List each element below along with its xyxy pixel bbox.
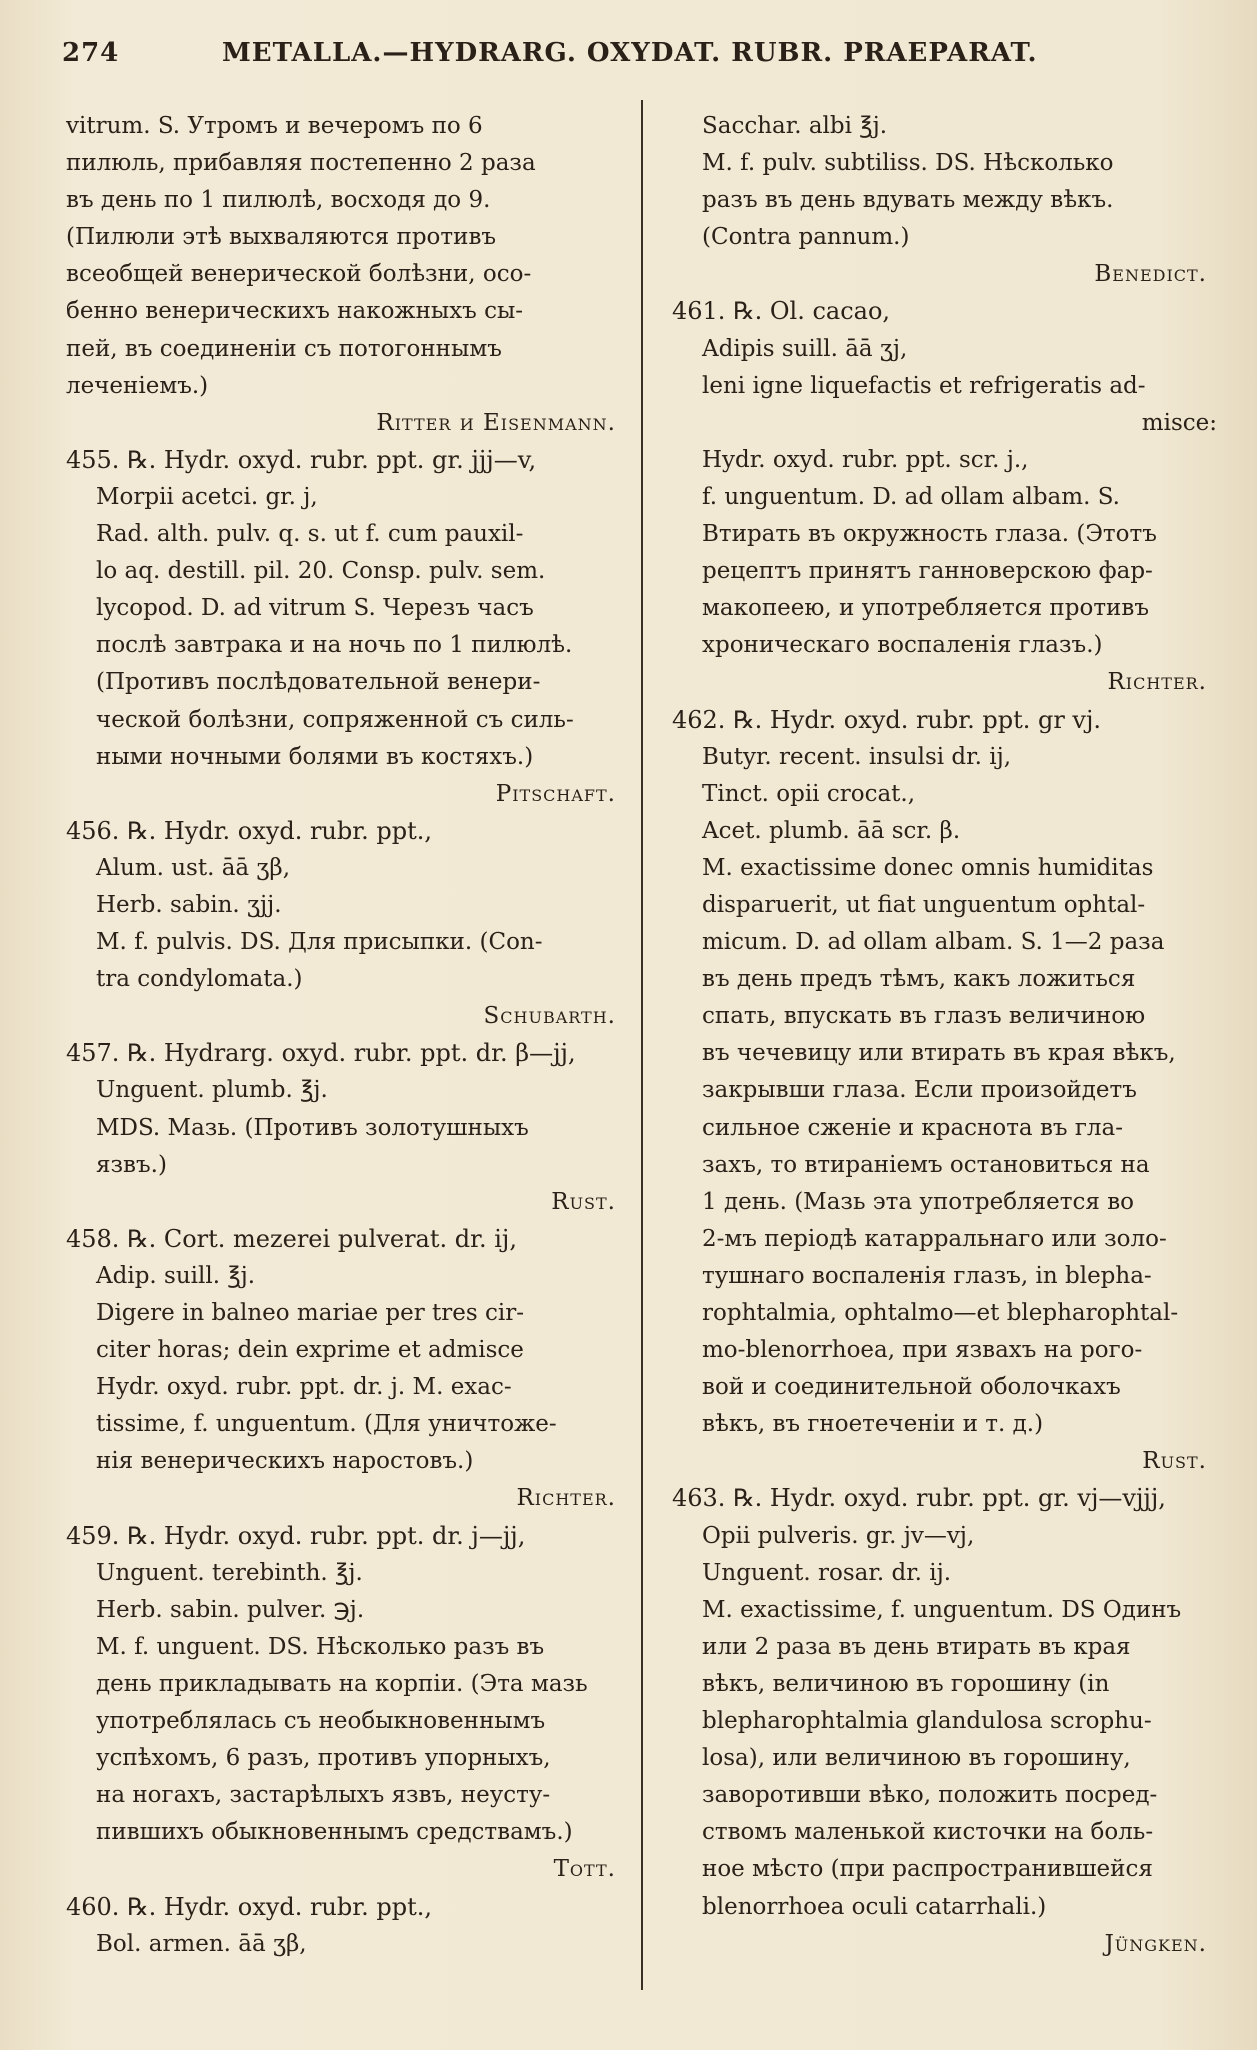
recipe-heading-line: 460. ℞. Hydr. oxyd. rubr. ppt., [66, 1892, 432, 1921]
text-line: или 2 раза въ день втирать въ края [702, 1633, 1131, 1660]
text-line: въ день по 1 пилюлѣ, восходя до 9. [66, 187, 491, 214]
text-line: на ногахъ, застарѣлыхъ язвъ, неусту- [96, 1782, 551, 1809]
text-line: пилюль, прибавляя постепенно 2 раза [66, 150, 536, 177]
author-attribution: Schubarth. [483, 1003, 616, 1030]
text-line: M. f. pulv. subtiliss. DS. Нѣсколько [702, 150, 1114, 177]
text-line: rophtalmia, ophtalmo—et blepharophtal- [702, 1300, 1179, 1326]
text-line: vitrum. S. Утромъ и вечеромъ по 6 [66, 113, 483, 139]
text-line: 2-мъ періодѣ катарральнаго или золо- [702, 1225, 1167, 1252]
author-attribution: Richter. [1107, 669, 1207, 696]
text-line: leni igne liquefactis et refrigeratis ad- [702, 372, 1146, 399]
left-column [66, 108, 626, 1963]
text-line: рецептъ принятъ ганноверскою фар- [702, 558, 1153, 585]
column-divider [641, 100, 643, 1990]
text-line: употреблялась съ необыкновеннымъ [96, 1708, 546, 1735]
recipe-heading-line: 456. ℞. Hydr. oxyd. rubr. ppt., [66, 816, 432, 845]
text-line: въ день предъ тѣмъ, какъ ложиться [702, 966, 1136, 993]
text-line: вѣкъ, величиною въ горошину (in [702, 1670, 1110, 1697]
text-line: Tinct. opii crocat., [702, 780, 916, 807]
text-line: ное мѣсто (при распространившейся [702, 1856, 1153, 1883]
recipe-heading-line: 458. ℞. Cort. mezerei pulverat. dr. ij, [66, 1224, 517, 1253]
author-attribution: Richter. [516, 1485, 616, 1512]
text-line: Втирать въ окружность глаза. (Этотъ [702, 521, 1157, 548]
text-line: заворотивши вѣко, положить посред- [702, 1782, 1158, 1809]
text-line: ческой болѣзни, сопряженной съ силь- [96, 706, 574, 733]
text-line: Hydr. oxyd. rubr. ppt. dr. j. M. exac- [96, 1374, 512, 1401]
author-attribution: Rust. [1142, 1448, 1207, 1475]
text-line: Alum. ust. āā ʒβ, [96, 854, 291, 881]
recipe-heading-line: 457. ℞. Hydrarg. oxyd. rubr. ppt. dr. β—jj, [66, 1039, 576, 1068]
text-line: M. f. unguent. DS. Нѣсколько разъ въ [96, 1633, 545, 1660]
text-line: тушнаго воспаленія глазъ, in blepha- [702, 1262, 1152, 1289]
text-line: lo aq. destill. pil. 20. Consp. pulv. sem. [96, 558, 546, 585]
author-attribution: Ritter и Eisenmann. [376, 409, 616, 436]
text-line: пившихъ обыкновеннымъ средствамъ.) [96, 1819, 573, 1846]
text-line: Unguent. terebinth. ℥j. [96, 1559, 363, 1586]
right-column [672, 108, 1217, 1963]
text-line: losa), или величиною въ горошину, [702, 1745, 1131, 1772]
text-line: blenorrhoea oculi catarrhali.) [702, 1893, 1047, 1920]
text-line: disparuerit, ut fiat unguentum ophtal- [702, 891, 1146, 918]
text-line: (Пилюли этѣ выхваляются противъ [66, 224, 497, 251]
page-header-title: METALLA.—HYDRARG. OXYDAT. RUBR. PRAEPARAT. [222, 38, 1038, 68]
text-line: Adipis suill. āā ʒj, [702, 335, 908, 362]
text-line: пей, въ соединеніи съ потогоннымъ [66, 335, 502, 362]
recipe-heading-line: 463. ℞. Hydr. oxyd. rubr. ppt. gr. vj—vjjj, [672, 1484, 1166, 1513]
text-line: вѣкъ, въ гноетеченіи и т. д.) [702, 1411, 1044, 1438]
text-line: Opii pulveris. gr. jv—vj, [702, 1522, 975, 1549]
text-line: (Противъ послѣдовательной венери- [96, 669, 541, 696]
text-line: день прикладывать на корпіи. (Эта мазь [96, 1670, 588, 1697]
text-line: Sacchar. albi ℥j. [702, 113, 888, 139]
text-line: бенно венерическихъ накожныхъ сы- [66, 298, 524, 325]
text-line: M. exactissime donec omnis humiditas [702, 854, 1154, 881]
text-line: ными ночными болями въ костяхъ.) [96, 743, 534, 770]
text-line: MDS. Мазь. (Противъ золотушныхъ [96, 1114, 529, 1141]
text-line: Digere in balneo mariae per tres cir- [96, 1300, 525, 1326]
text-line: M. f. pulvis. DS. Для присыпки. (Con- [96, 929, 543, 956]
text-line: Acet. plumb. āā scr. β. [702, 817, 961, 844]
text-line: 1 день. (Мазь эта употребляется во [702, 1188, 1135, 1215]
text-line: Rad. alth. pulv. q. s. ut f. cum pauxil- [96, 521, 524, 548]
text-line: макопеею, и употребляется противъ [702, 595, 1149, 622]
author-attribution: Tott. [553, 1856, 616, 1883]
text-line: послѣ завтрака и на ночь по 1 пилюлѣ. [96, 632, 573, 659]
recipe-heading-line: 462. ℞. Hydr. oxyd. rubr. ppt. gr vj. [672, 705, 1102, 734]
page-number: 274 [62, 38, 120, 68]
running-head [62, 38, 1217, 78]
text-line: misce: [1141, 409, 1217, 436]
text-line: хроническаго воспаленія глазъ.) [702, 632, 1103, 659]
text-line: Bol. armen. āā ʒβ, [96, 1930, 307, 1957]
text-line: захъ, то втираніемъ остановиться на [702, 1151, 1150, 1178]
text-line: нія венерическихъ наростовъ.) [96, 1448, 474, 1475]
text-line: tra condylomata.) [96, 966, 303, 993]
author-attribution: Pitschaft. [495, 780, 616, 807]
text-line: mo-blenorrhoea, при язвахъ на рого- [702, 1337, 1143, 1364]
text-line: въ чечевицу или втирать въ края вѣкъ, [702, 1040, 1176, 1067]
text-line: спать, впускать въ глазъ величиною [702, 1003, 1146, 1030]
text-line: (Contra pannum.) [702, 224, 910, 251]
text-line: Herb. sabin. ʒjj. [96, 891, 282, 918]
author-attribution: Benedict. [1094, 261, 1207, 288]
text-line: Butyr. recent. insulsi dr. ij, [702, 743, 1012, 770]
text-line: Morpii acetci. gr. j, [96, 483, 318, 510]
text-line: разъ въ день вдувать между вѣкъ. [702, 187, 1114, 214]
text-line: Herb. sabin. pulver. ℈j. [96, 1596, 365, 1623]
text-line: lycopod. D. ad vitrum S. Черезъ часъ [96, 595, 534, 622]
text-line: tissime, f. unguentum. (Для уничтоже- [96, 1411, 557, 1438]
text-line: Hydr. oxyd. rubr. ppt. scr. j., [702, 446, 1029, 473]
text-line: Unguent. rosar. dr. ij. [702, 1559, 952, 1586]
recipe-heading-line: 455. ℞. Hydr. oxyd. rubr. ppt. gr. jjj—v, [66, 445, 537, 474]
text-line: Unguent. plumb. ℥j. [96, 1077, 328, 1104]
text-line: micum. D. ad ollam albam. S. 1—2 раза [702, 929, 1165, 956]
text-line: вой и соединительной оболочкахъ [702, 1374, 1121, 1401]
text-line: всеобщей венерической болѣзни, осо- [66, 261, 532, 288]
text-line: закрывши глаза. Если произойдетъ [702, 1077, 1137, 1104]
text-line: Adip. suill. ℥j. [96, 1262, 256, 1289]
text-line: citer horas; dein exprime et admisce [96, 1337, 524, 1364]
author-attribution: Jüngken. [1104, 1930, 1207, 1957]
recipe-heading-line: 459. ℞. Hydr. oxyd. rubr. ppt. dr. j—jj, [66, 1521, 526, 1550]
text-line: успѣхомъ, 6 разъ, противъ упорныхъ, [96, 1745, 551, 1772]
text-line: сильное сженіе и краснота въ гла- [702, 1114, 1123, 1141]
text-line: ствомъ маленькой кисточки на боль- [702, 1819, 1154, 1846]
author-attribution: Rust. [551, 1188, 616, 1215]
text-line: язвъ.) [96, 1151, 167, 1178]
text-line: blepharophtalmia glandulosa scrophu- [702, 1708, 1152, 1735]
text-line: леченіемъ.) [66, 372, 209, 399]
recipe-heading-line: 461. ℞. Ol. cacao, [672, 297, 891, 326]
text-line: f. unguentum. D. ad ollam albam. S. [702, 483, 1120, 510]
text-line: M. exactissime, f. unguentum. DS Одинъ [702, 1596, 1182, 1623]
